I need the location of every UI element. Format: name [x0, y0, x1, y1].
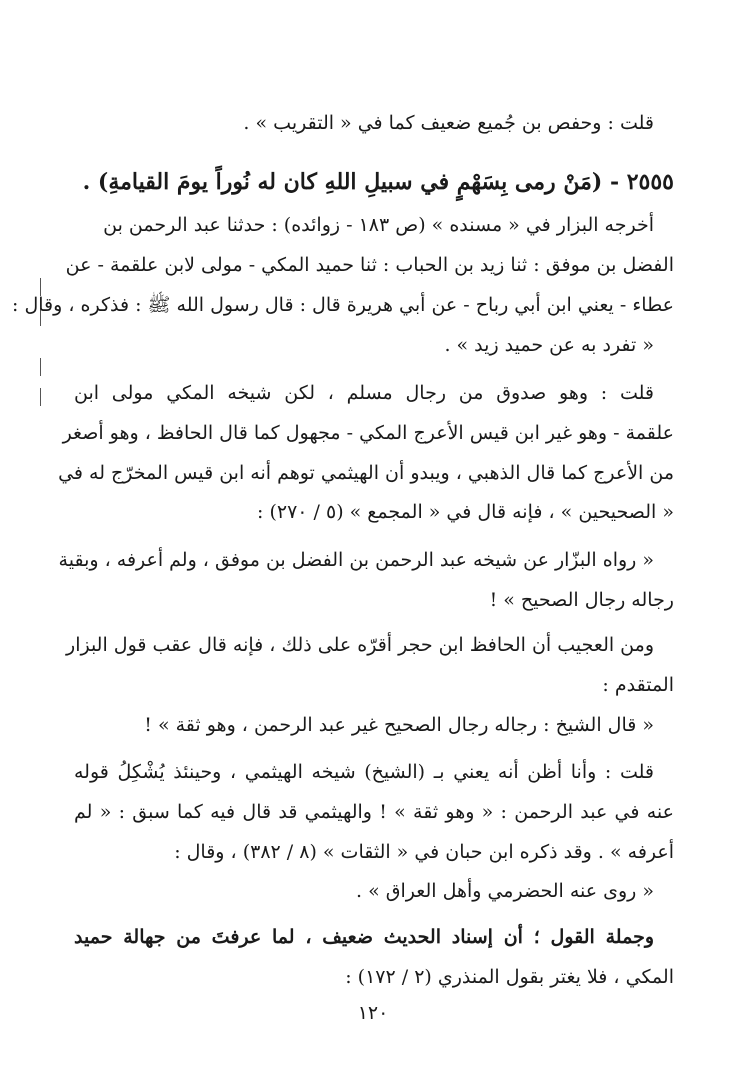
text-line: قلت : وحفص بن جُميع ضعيف كما في « التقريب » . — [243, 112, 654, 134]
margin-mark — [40, 358, 41, 376]
quote-line: رجاله رجال الصحيح » ! — [489, 589, 674, 611]
text-line: ومن العجيب أن الحافظ ابن حجر أقرّه على ذلك ، فإنه قال عقب قول البزار — [66, 634, 654, 656]
text-line: الفضل بن موفق : ثنا زيد بن الحباب : ثنا حميد المكي - مولى لابن علقمة - عن — [65, 254, 674, 276]
text-line: عطاء - يعني ابن أبي رباح - عن أبي هريرة قال : قال رسول الله ﷺ : فذكره ، وقال : — [12, 294, 674, 316]
text-line: علقمة - وهو غير ابن قيس الأعرج المكي - مجهول كما قال الحافظ ، وهو أصغر — [62, 422, 674, 444]
text-line: أخرجه البزار في « مسنده » (ص ١٨٣ - زوائده) : حدثنا عبد الرحمن بن — [103, 214, 654, 236]
text-line: وجملة القول ؛ أن إسناد الحديث ضعيف ، لما عرفتَ من جهالة حميد — [74, 926, 654, 948]
text-line: المكي ، فلا يغتر بقول المنذري (٢ / ١٧٢) : — [345, 966, 674, 988]
margin-mark — [40, 388, 41, 406]
text-line: من الأعرج كما قال الذهبي ، ويبدو أن الهيثمي توهم أنه ابن قيس المخرّج له في — [58, 462, 674, 484]
text-line: « تفرد به عن حميد زيد » . — [444, 334, 654, 356]
text-line: أعرفه » . وقد ذكره ابن حبان في « الثقات » (٨ / ٣٨٢) ، وقال : — [174, 841, 674, 863]
text-line: قلت : وهو صدوق من رجال مسلم ، لكن شيخه المكي مولى ابن — [74, 382, 654, 404]
quote-line: « رواه البزّار عن شيخه عبد الرحمن بن الفضل بن موفق ، ولم أعرفه ، وبقية — [58, 549, 654, 571]
text-line: عنه في عبد الرحمن : « وهو ثقة » ! والهيثمي قد قال فيه كما سبق : « لم — [74, 801, 674, 823]
page-number: ١٢٠ — [357, 1002, 389, 1024]
quote-line: « قال الشيخ : رجاله رجال الصحيح غير عبد الرحمن ، وهو ثقة » ! — [144, 714, 654, 736]
quote-line: « روى عنه الحضرمي وأهل العراق » . — [356, 880, 654, 902]
text-line: « الصحيحين » ، فإنه قال في « المجمع » (٥ / ٢٧٠) : — [257, 501, 674, 523]
text-line: قلت : وأنا أظن أنه يعني بـ (الشيخ) شيخه الهيثمي ، وحينئذ يُشْكِلُ قوله — [74, 761, 654, 783]
hadith-heading: ٢٥٥٥ - (مَنْ رمى بِسَهْمٍ في سبيلِ اللهِ كان له نُوراً يومَ القيامةِ) . — [82, 169, 674, 195]
text-line: المتقدم : — [602, 674, 674, 696]
